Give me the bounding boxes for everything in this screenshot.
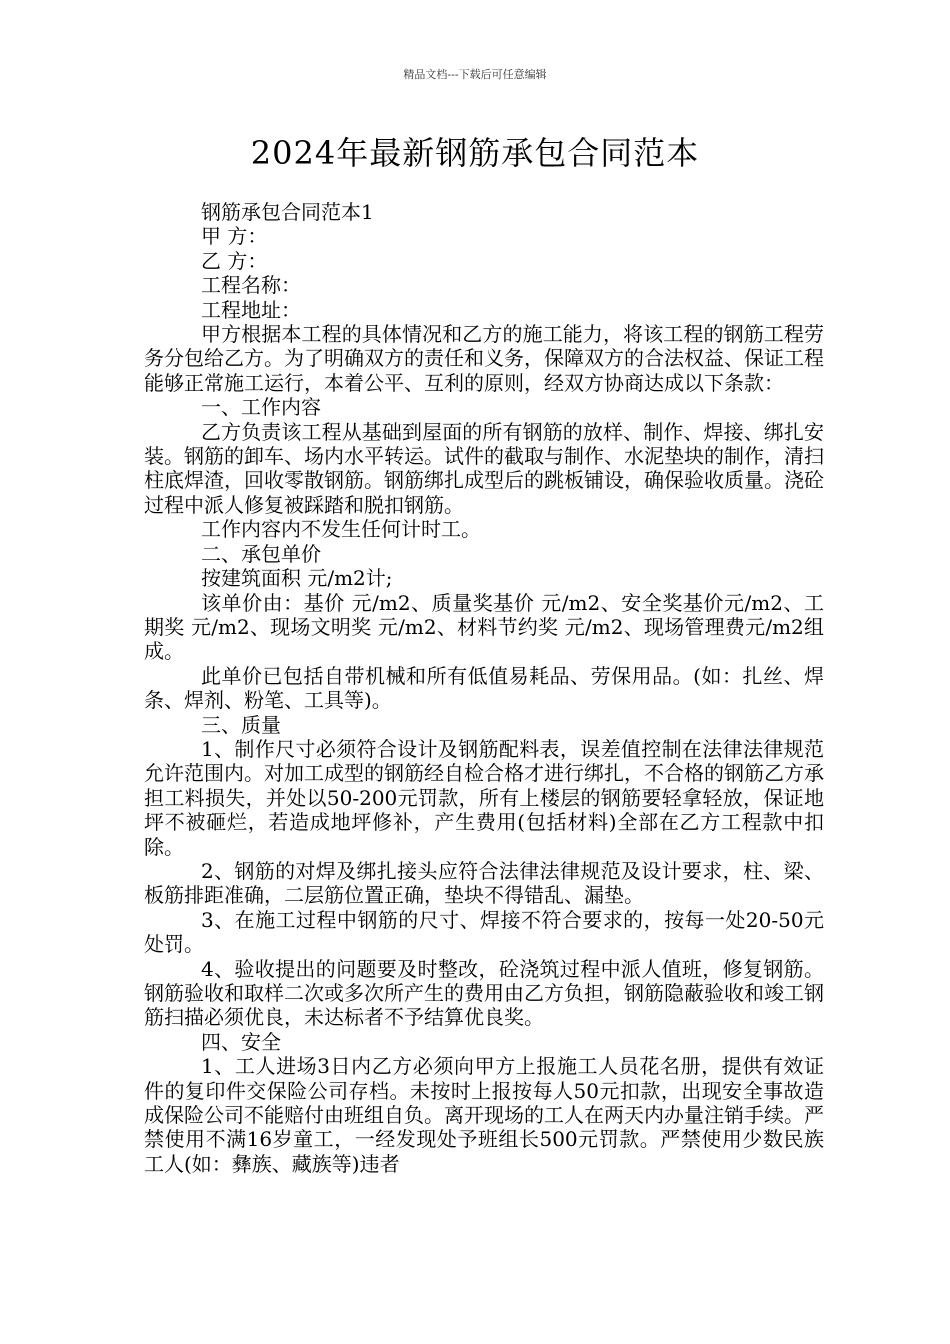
section-heading: 四、安全 <box>201 1029 281 1054</box>
paragraph: 工程名称： <box>201 273 301 298</box>
paragraph: 按建筑面积 元/m2计; <box>201 566 393 591</box>
header-note: 精品文档---下载后可任意编辑 <box>403 68 547 81</box>
paragraph: 甲 方： <box>201 224 268 249</box>
paragraph: 该单价由：基价 元/m2、质量奖基价 元/m2、安全奖基价元/m2、工期奖 元/m2、现场文明奖 元/m2、材料节约奖 元/m2、现场管理费元/m2组成。 <box>144 590 824 664</box>
paragraph: 工作内容内不发生任何计时工。 <box>201 517 481 542</box>
paragraph: 2、钢筋的对焊及绑扎接头应符合法律法律规范及设计要求，柱、梁、板筋排距准确，二层筋位置正确，垫块不得错乱、漏垫。 <box>144 858 824 908</box>
section-heading: 一、工作内容 <box>201 395 321 420</box>
paragraph: 钢筋承包合同范本1 <box>201 200 374 224</box>
paragraph: 此单价已包括自带机械和所有低值易耗品、劳保用品。(如：扎丝、焊条、焊剂、粉笔、工具等)。 <box>144 663 824 713</box>
paragraph: 3、在施工过程中钢筋的尺寸、焊接不符合要求的，按每一处20-50元处罚。 <box>144 907 824 957</box>
paragraph: 乙 方： <box>201 248 268 273</box>
document-body <box>144 200 824 1176</box>
paragraph: 工程地址： <box>201 297 301 322</box>
section-heading: 三、质量 <box>201 712 281 737</box>
paragraph: 4、验收提出的问题要及时整改，砼浇筑过程中派人值班，修复钢筋。钢筋验收和取样二次或多次所产生的费用由乙方负担，钢筋隐蔽验收和竣工钢筋扫描必须优良，未达标者不予结算优良奖。 <box>144 956 824 1030</box>
section-heading: 二、承包单价 <box>201 541 321 566</box>
paragraph: 甲方根据本工程的具体情况和乙方的施工能力，将该工程的钢筋工程劳务分包给乙方。为了明确双方的责任和义务，保障双方的合法权益、保证工程能够正常施工运行，本着公平、互利的原则，经双方协商达成以下条款： <box>144 322 824 395</box>
paragraph: 1、制作尺寸必须符合设计及钢筋配料表，误差值控制在法律法律规范允许范围内。对加工成型的钢筋经自检合格才进行绑扎，不合格的钢筋乙方承担工料损失，并处以50-200元罚款，所有上楼层的钢筋要轻拿轻放，保证地坪不被砸烂，若造成地坪修补，产生费用(包括材料)全部在乙方工程款中扣除。 <box>144 736 824 859</box>
paragraph: 乙方负责该工程从基础到屋面的所有钢筋的放样、制作、焊接、绑扎安装。钢筋的卸车、场内水平转运。试件的截取与制作、水泥垫块的制作，清扫柱底焊渣，回收零散钢筋。钢筋绑扎成型后的跳板铺设，确保验收质量。浇砼过程中派人修复被踩踏和脱扣钢筋。 <box>144 419 824 517</box>
document-title: 2024年最新钢筋承包合同范本 <box>250 134 700 172</box>
paragraph: 1、工人进场3日内乙方必须向甲方上报施工人员花名册，提供有效证件的复印件交保险公司存档。未按时上报按每人50元扣款，出现安全事故造成保险公司不能赔付由班组自负。离开现场的工人在两天内办量注销手续。严禁使用不满16岁童工，一经发现处予班组长500元罚款。严禁使用少数民族工人(如：彝族、藏族等)违者 <box>144 1054 824 1176</box>
